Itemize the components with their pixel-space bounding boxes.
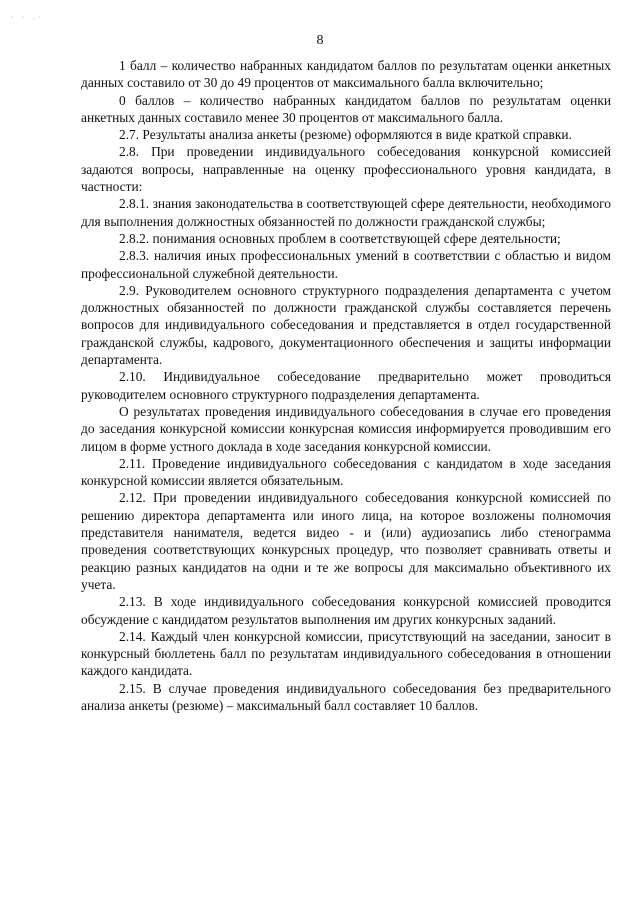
paragraph-2-8-2: 2.8.2. понимания основных проблем в соответствующей сфере деятельности; bbox=[119, 230, 561, 246]
paragraph-2-10-results: О результатах проведения индивидуального собеседования в случае его проведения до заседания конкурсной комиссии конкурсная комиссия информируется проводившим его лицом в форме устного доклада в ходе заседания конкурсной комиссии. bbox=[81, 403, 611, 454]
paragraph-2-14: 2.14. Каждый член конкурсной комиссии, присутствующий на заседании, заносит в конкурсный бюллетень балл по результатам индивидуального собеседования в отношении каждого кандидата. bbox=[81, 628, 611, 679]
paragraph-2-7: 2.7. Результаты анализа анкеты (резюме) оформляются в виде краткой справки. bbox=[119, 127, 572, 143]
paragraph-score-0: 0 баллов – количество набранных кандидатом баллов по результатам оценки анкетных данных составило менее 30 процентов от максимального балла. bbox=[81, 92, 611, 125]
paragraph-2-15: 2.15. В случае проведения индивидуального собеседования без предварительного анализа анкеты (резюме) – максимальный балл составляет 10 баллов. bbox=[81, 680, 611, 713]
paragraph-score-1: 1 балл – количество набранных кандидатом баллов по результатам оценки анкетных данных составило от 30 до 49 процентов от максимального балла включительно; bbox=[81, 58, 611, 91]
document-body bbox=[81, 57, 611, 714]
paragraph-2-8: 2.8. При проведении индивидуального собеседования конкурсной комиссией задаются вопросы, направленные на оценку профессионального уровня кандидата, в частности: bbox=[81, 144, 611, 195]
paragraph-2-11: 2.11. Проведение индивидуального собеседования с кандидатом в ходе заседания конкурсной комиссии является обязательным. bbox=[81, 455, 611, 489]
page-number: 8 bbox=[316, 33, 324, 48]
paragraph-2-10: 2.10. Индивидуальное собеседование предварительно может проводиться руководителем основного структурного подразделения департамента. bbox=[81, 369, 611, 402]
paragraph-2-8-3: 2.8.3. наличия иных профессиональных умений в соответствии с областью и видом профессиональной служебной деятельности. bbox=[81, 248, 611, 281]
paragraph-2-8-1: 2.8.1. знания законодательства в соответствующей сфере деятельности, необходимого для выполнения должностных обязанностей по должности гражданской службы; bbox=[81, 196, 611, 229]
paragraph-2-9: 2.9. Руководителем основного структурного подразделения департамента с учетом должностных обязанностей по должности гражданской службы составляется перечень вопросов для индивидуального собеседования и представляется в отдел государственной гражданской службы, кадрового, документационного обеспечения и защиты информации департамента. bbox=[81, 282, 611, 368]
scan-artifact: · · .· bbox=[10, 14, 44, 21]
paragraph-2-13: 2.13. В ходе индивидуального собеседования конкурсной комиссией проводится обсуждение с кандидатом результатов выполнения им других конкурсных заданий. bbox=[81, 594, 611, 627]
paragraph-2-12: 2.12. При проведении индивидуального собеседования конкурсной комиссией по решению директора департамента или иного лица, на которое возложены полномочия представителя нанимателя, ведется видео - и (или) аудиозапись либо стенограмма проведения соответствующих конкурсных процедур, что позволяет сравнивать ответы и реакцию разных кандидатов на одни и те же вопросы для максимально объективного их учета. bbox=[81, 490, 611, 592]
